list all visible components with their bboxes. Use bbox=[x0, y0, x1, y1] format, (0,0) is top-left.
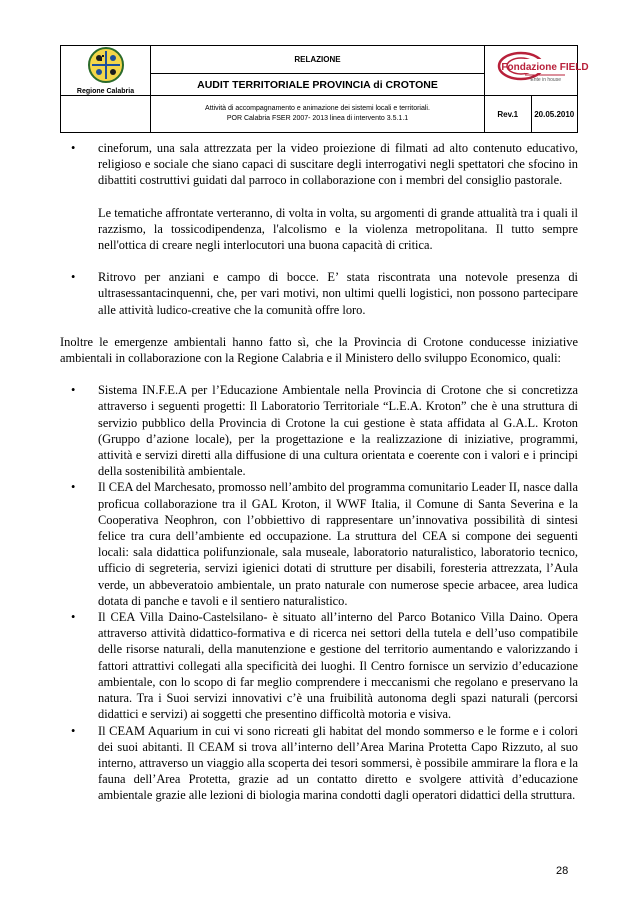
bullet-list-bottom bbox=[60, 382, 578, 803]
doc-title: AUDIT TERRITORIALE PROVINCIA di CROTONE bbox=[151, 74, 485, 96]
region-logo-cell bbox=[61, 46, 151, 96]
subtitle-line-2: POR Calabria FSER 2007- 2013 linea di intervento 3.5.1.1 bbox=[226, 115, 409, 122]
document-header bbox=[60, 45, 589, 133]
list-item: • Sistema IN.F.E.A per l’Educazione Ambientale nella Provincia di Crotone che si concretizza attraverso i seguenti progetti: Il Laboratorio Territoriale “L.E.A. Kroton” che è una struttura di servizio pubblico della Provincia di Crotone la cui gestione è stata affidata al G.A.L. Kroton (Gruppo d’azione locale), per la progettazione e la realizzazione di iniziative, programmi, attività e servizi diretti alla diffusione di una cultura orientata e coerente con i valori e i principi della sostenibilità ambientale. bbox=[60, 382, 578, 479]
bullet-text: cineforum, una sala attrezzata per la video proiezione di filmati ad alto contenuto educativo, religioso e sociale che siano capaci di suscitare degli interrogativi negli spettatori che sfocino in dibattiti costruttivi guidati dal parroco in collaborazione con i membri del consiglio pastorale. bbox=[98, 141, 578, 188]
doc-subtitle bbox=[151, 96, 485, 133]
subtitle-line-1: Attività di accompagnamento e animazione dei sistemi locali e territoriali. bbox=[205, 105, 430, 112]
region-label: Regione Calabria bbox=[76, 88, 135, 95]
regione-calabria-emblem-icon bbox=[88, 46, 124, 84]
bullet-list-top bbox=[60, 140, 578, 318]
fondazione-tagline: Ente in house bbox=[530, 77, 561, 83]
fondazione-logo-cell bbox=[485, 46, 589, 96]
page-body bbox=[60, 140, 578, 804]
fondazione-field-logo-icon bbox=[491, 48, 589, 88]
list-item bbox=[60, 140, 578, 253]
revision-date: 20.05.2010 bbox=[531, 96, 578, 133]
doc-type: RELAZIONE bbox=[151, 46, 485, 74]
list-item: • Il CEA Villa Daino-Castelsilano- è situato all’interno del Parco Botanico Villa Daino. Opera attraverso attività didattico-formativa e di ricerca nei settori della tutela e dell’uso compatibile delle risorse naturali, della manutenzione e gestione del territorio aumentando e valorizzando i fattori attrattivi collegati alla specificità dei luoghi. Il Centro fornisce un servizio d’educazione ambientale, con lo scopo di far meglio comprendere i meccanismi che regolano e preservano la natura. Tra i Suoi servizi innovativi c’è una fruibilità autonoma degli spazi naturali (percorsi didattici e servizi) ai soggetti che presentino difficoltà motoria e visiva. bbox=[60, 609, 578, 722]
list-item: • Il CEA del Marchesato, promosso nell’ambito del programma comunitario Leader II, nasce dalla proficua collaborazione tra il GAL Kroton, il WWF Italia, il Comune di Santa Severina e la Cooperativa Neophron, con l’obbiettivo di rappresentare un’innovativa possibilità di sintesi felice tra cura dell’ambiente ed occupazione. La struttura del CEA si compone dei seguenti locali: sala didattica polifunzionale, sala museale, laboratorio naturalistico, laboratorio tecnico, ufficio di segreteria, servizi igienici dotati di strutture per disabili, foresteria attrezzata, l’Aula verde, un abbeveratoio ambientale, un prato naturale con numerose specie arbacee, area ludica dotata di panche e tavoli e il sentiero naturalistico. bbox=[60, 479, 578, 609]
list-item: • Ritrovo per anziani e campo di bocce. E’ stata riscontrata una notevole presenza di ultrasessantacinquenni, che, per vari motivi, non ultimi quelli logistici, non possono partecipare alle attività ludico-creative che la comunità offre loro. bbox=[60, 269, 578, 318]
revision: Rev.1 bbox=[485, 96, 532, 133]
fondazione-name: Fondazione FIELD bbox=[501, 62, 589, 73]
bullet-subparagraph: Le tematiche affrontate verteranno, di volta in volta, su argomenti di grande attualità tra i quali il razzismo, la tossicodipendenza, l'alcolismo e la violenza metropolitana. Il tutto sempre nell'ottica di creare negli interlocutori una buona capacità di critica. bbox=[98, 205, 578, 253]
list-item: • Il CEAM Aquarium in cui vi sono ricreati gli habitat del mondo sommerso e le forme e i colori dei suoi abitanti. Il CEAM si trova all’interno dell’Area Marina Protetta Capo Rizzuto, al suo interno, attraverso un viaggio alla scoperta dei tesori sommersi, è possibile ammirare la flora e la fauna dell’Area Protetta, grazie ad un contatto diretto e svolgere attività d’educazione ambientale grazie alle lezioni di biologia marina condotti dagli operatori didattici della struttura. bbox=[60, 723, 578, 804]
intro-paragraph: Inoltre le emergenze ambientali hanno fatto sì, che la Provincia di Crotone conducesse iniziative ambientali in collaborazione con la Regione Calabria e il Ministero dello sviluppo Economico, quali: bbox=[60, 334, 578, 366]
page-number: 28 bbox=[556, 865, 569, 877]
